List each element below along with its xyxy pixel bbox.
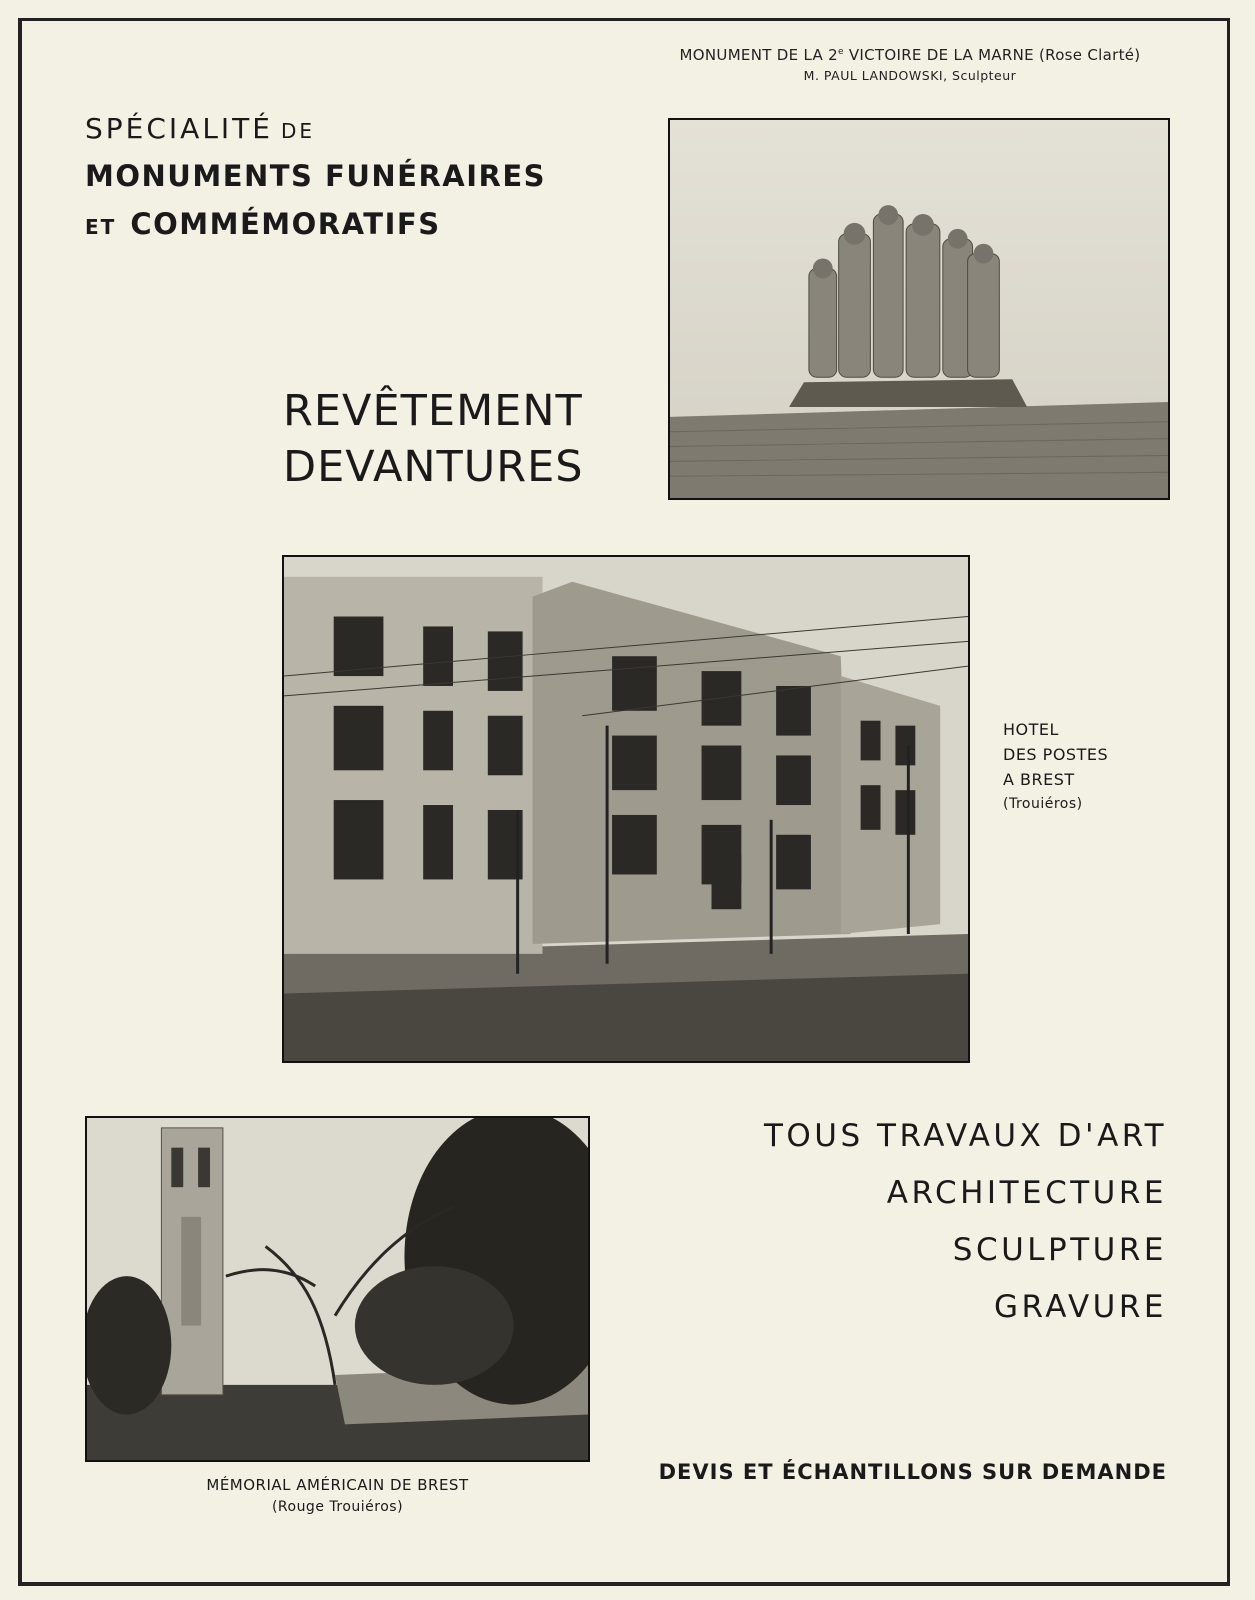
- works-line-art: TOUS TRAVAUX D'ART: [763, 1118, 1167, 1154]
- works-line-gravure: GRAVURE: [993, 1289, 1167, 1325]
- hotel-stone-note: (Trouiéros): [1003, 796, 1083, 812]
- monument-caption: [640, 46, 1180, 83]
- commemoratifs: COMMÉMORATIFS: [130, 207, 441, 241]
- memorial-title: MÉMORIAL AMÉRICAIN DE BREST: [206, 1476, 469, 1494]
- hotel-line2: DES POSTES: [1003, 745, 1109, 764]
- speciality-de: DE: [280, 119, 316, 143]
- hotel-postes-photo: [282, 555, 970, 1063]
- speciality-et: ET: [85, 215, 117, 239]
- memorial-stone-note: (Rouge Trouiéros): [271, 1499, 404, 1515]
- speciality-heading: [85, 112, 645, 241]
- sculptor-credit: M. PAUL LANDOWSKI, Sculpteur: [803, 68, 1017, 83]
- memorial-caption: [85, 1474, 590, 1518]
- monument-title: MONUMENT DE LA 2e VICTOIRE DE LA MARNE (Rose Clarté): [679, 46, 1141, 64]
- quote-samples-line: DEVIS ET ÉCHANTILLONS SUR DEMANDE: [658, 1460, 1167, 1484]
- hotel-line3: A BREST: [1003, 770, 1075, 789]
- hotel-line1: HOTEL: [1003, 720, 1059, 739]
- monuments-funeraires: MONUMENTS FUNÉRAIRES: [85, 159, 547, 193]
- monument-photo: [668, 118, 1170, 500]
- revetement-line: REVÊTEMENT: [283, 386, 583, 436]
- devantures-line: DEVANTURES: [283, 442, 584, 492]
- works-line-sculpture: SCULPTURE: [952, 1232, 1167, 1268]
- memorial-photo: [85, 1116, 590, 1462]
- speciality-word: SPÉCIALITÉ: [85, 112, 273, 145]
- hotel-caption: [1003, 717, 1108, 817]
- revetement-heading: [283, 383, 584, 495]
- works-list: [764, 1108, 1167, 1336]
- works-line-architecture: ARCHITECTURE: [886, 1175, 1167, 1211]
